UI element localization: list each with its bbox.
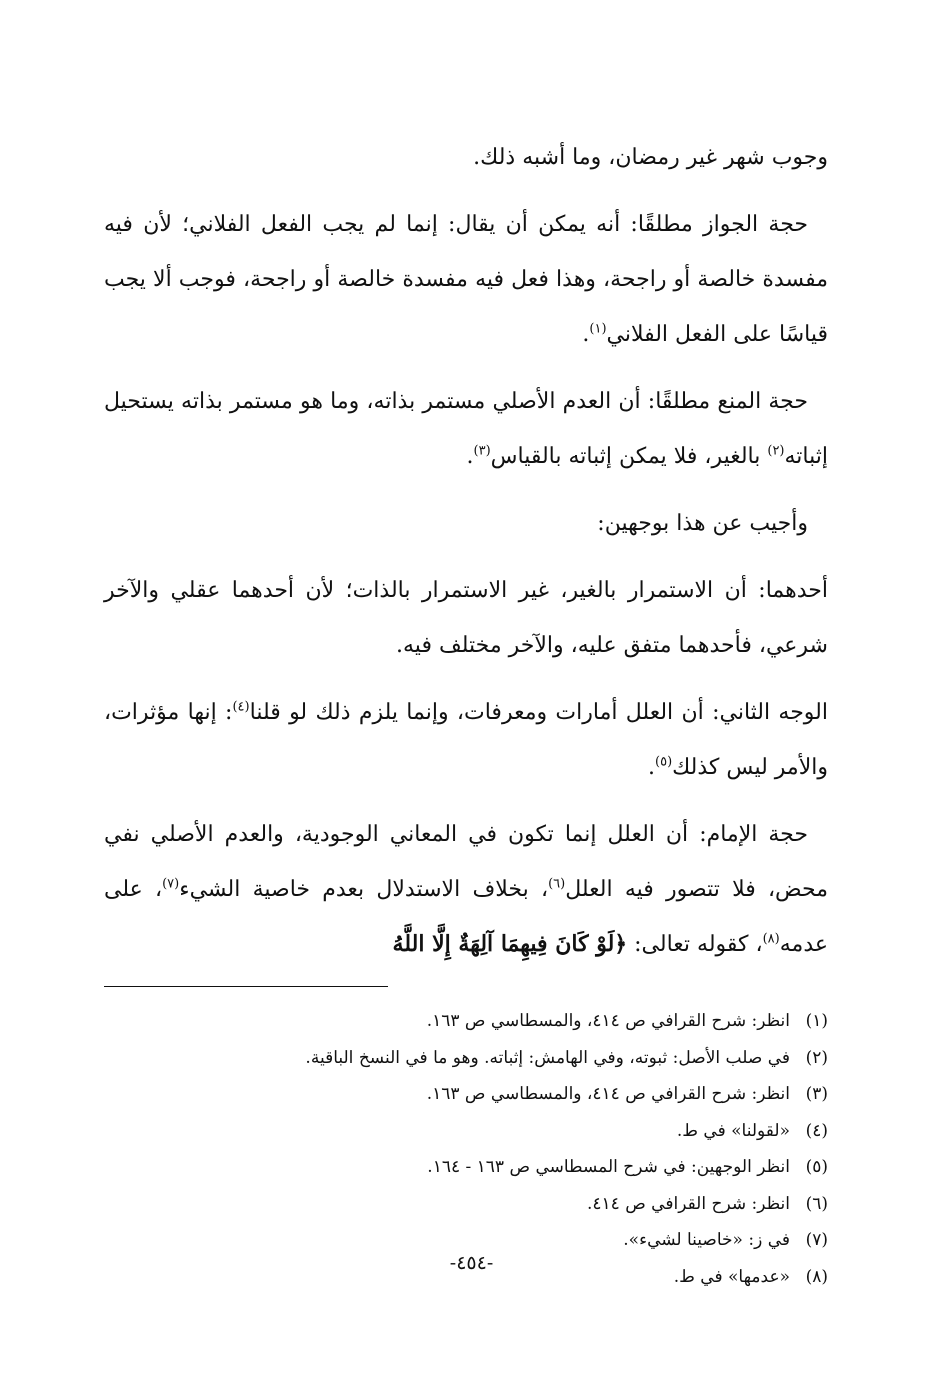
- footnote-number: (٧): [805, 1230, 828, 1250]
- text-run: .: [466, 444, 474, 469]
- footnote-text: انظر: شرح القرافي ص ٤١٤، والمسطاسي ص ١٦٣.: [426, 1084, 790, 1104]
- text-run: بالغير، فلا يمكن إثباته بالقياس: [490, 444, 768, 469]
- footnote-text: «لقولنا» في ط.: [676, 1120, 790, 1141]
- footnote-item: [104, 1186, 828, 1223]
- footnote-marker: (٧): [162, 876, 180, 892]
- text-run: ، بخلاف الاستدلال بعدم خاصية الشيء: [179, 877, 549, 902]
- page-number: -٤٥٤-: [449, 1252, 494, 1274]
- footnote-marker: (٦): [548, 876, 566, 892]
- text-run: أحدهما: أن الاستمرار بالغير، غير الاستمرار بالذات؛ لأن أحدهما عقلي والآخر شرعي، فأحدهما متفق عليه، والآخر مختلف فيه.: [104, 578, 828, 658]
- footnote-number: (٨): [805, 1266, 828, 1287]
- text-run: : إنها مؤثرات، والأمر ليس كذلك: [104, 700, 828, 780]
- paragraph: [104, 807, 828, 972]
- footnote-text: «عدمها» في ط.: [673, 1266, 790, 1287]
- footnote-number: (٦): [805, 1193, 828, 1214]
- footnote-number: (٣): [805, 1084, 828, 1104]
- main-text: [104, 130, 828, 972]
- text-run: حجة المنع مطلقًا: أن العدم الأصلي مستمر بذاته، وما هو مستمر بذاته يستحيل إثباته: [104, 389, 828, 469]
- footnote-number: (٤): [805, 1120, 828, 1141]
- paragraph: [104, 130, 828, 185]
- footnote-item: [104, 1076, 828, 1113]
- footnote-marker: (٢): [767, 443, 785, 459]
- book-page: [104, 130, 828, 1310]
- footnote-item: [104, 1113, 828, 1150]
- text-run: وجوب شهر غير رمضان، وما أشبه ذلك.: [473, 145, 828, 170]
- footnote-text: انظر الوجهين: في شرح المسطاسي ص ١٦٣ - ١٦٤.: [427, 1157, 790, 1177]
- paragraph: [104, 197, 828, 362]
- footnote-number: (١): [805, 1011, 828, 1031]
- footnote-text: في صلب الأصل: ثبوته، وفي الهامش: إثباته. وهو ما في النسخ الباقية.: [305, 1047, 790, 1068]
- text-run: الوجه الثاني: أن العلل أمارات ومعرفات، وإنما يلزم ذلك لو قلنا: [249, 700, 828, 725]
- footnote-item: [104, 1040, 828, 1077]
- footnote-marker: (٤): [232, 699, 250, 715]
- text-run: ، على عدمه: [104, 877, 828, 957]
- text-run: .: [648, 755, 655, 780]
- footnote-text: انظر: شرح القرافي ص ٤١٤، والمسطاسي ص ١٦٣.: [426, 1011, 790, 1031]
- paragraph: [104, 374, 828, 484]
- footnote-text: انظر: شرح القرافي ص ٤١٤.: [587, 1193, 790, 1214]
- paragraph: [104, 563, 828, 673]
- footnote-marker: (٨): [762, 931, 780, 947]
- footnote-item: [104, 1003, 828, 1040]
- footnote-number: (٥): [805, 1157, 828, 1177]
- footnote-number: (٢): [805, 1047, 828, 1068]
- paragraph: [104, 496, 828, 551]
- quran-verse: ﴿لَوْ كَانَ فِيهِمَا آلِهَةٌ إِلَّا اللَّهُ: [392, 931, 628, 957]
- text-run: ، كقوله تعالى:: [627, 932, 763, 957]
- footnote-marker: (٥): [655, 754, 673, 770]
- text-run: .: [582, 322, 590, 347]
- text-run: حجة الإمام: أن العلل إنما تكون في المعاني الوجودية، والعدم الأصلي نفي محض، فلا تتصور فيه العلل: [104, 822, 828, 902]
- footnote-marker: (١): [589, 321, 607, 337]
- paragraph: [104, 685, 828, 795]
- footnote-separator: [104, 986, 388, 987]
- text-run: حجة الجواز مطلقًا: أنه يمكن أن يقال: إنما لم يجب الفعل الفلاني؛ لأن فيه مفسدة خالصة أو راجحة، وهذا فعل فيه مفسدة خالصة أو راجحة، فوجب ألا يجب قياسًا على الفعل الفلاني: [104, 212, 828, 347]
- footnote-text: في ز: «خاصينا لشيء».: [623, 1230, 790, 1250]
- footnote-item: [104, 1149, 828, 1186]
- text-run: وأجيب عن هذا بوجهين:: [597, 511, 808, 536]
- footnote-marker: (٣): [473, 443, 491, 459]
